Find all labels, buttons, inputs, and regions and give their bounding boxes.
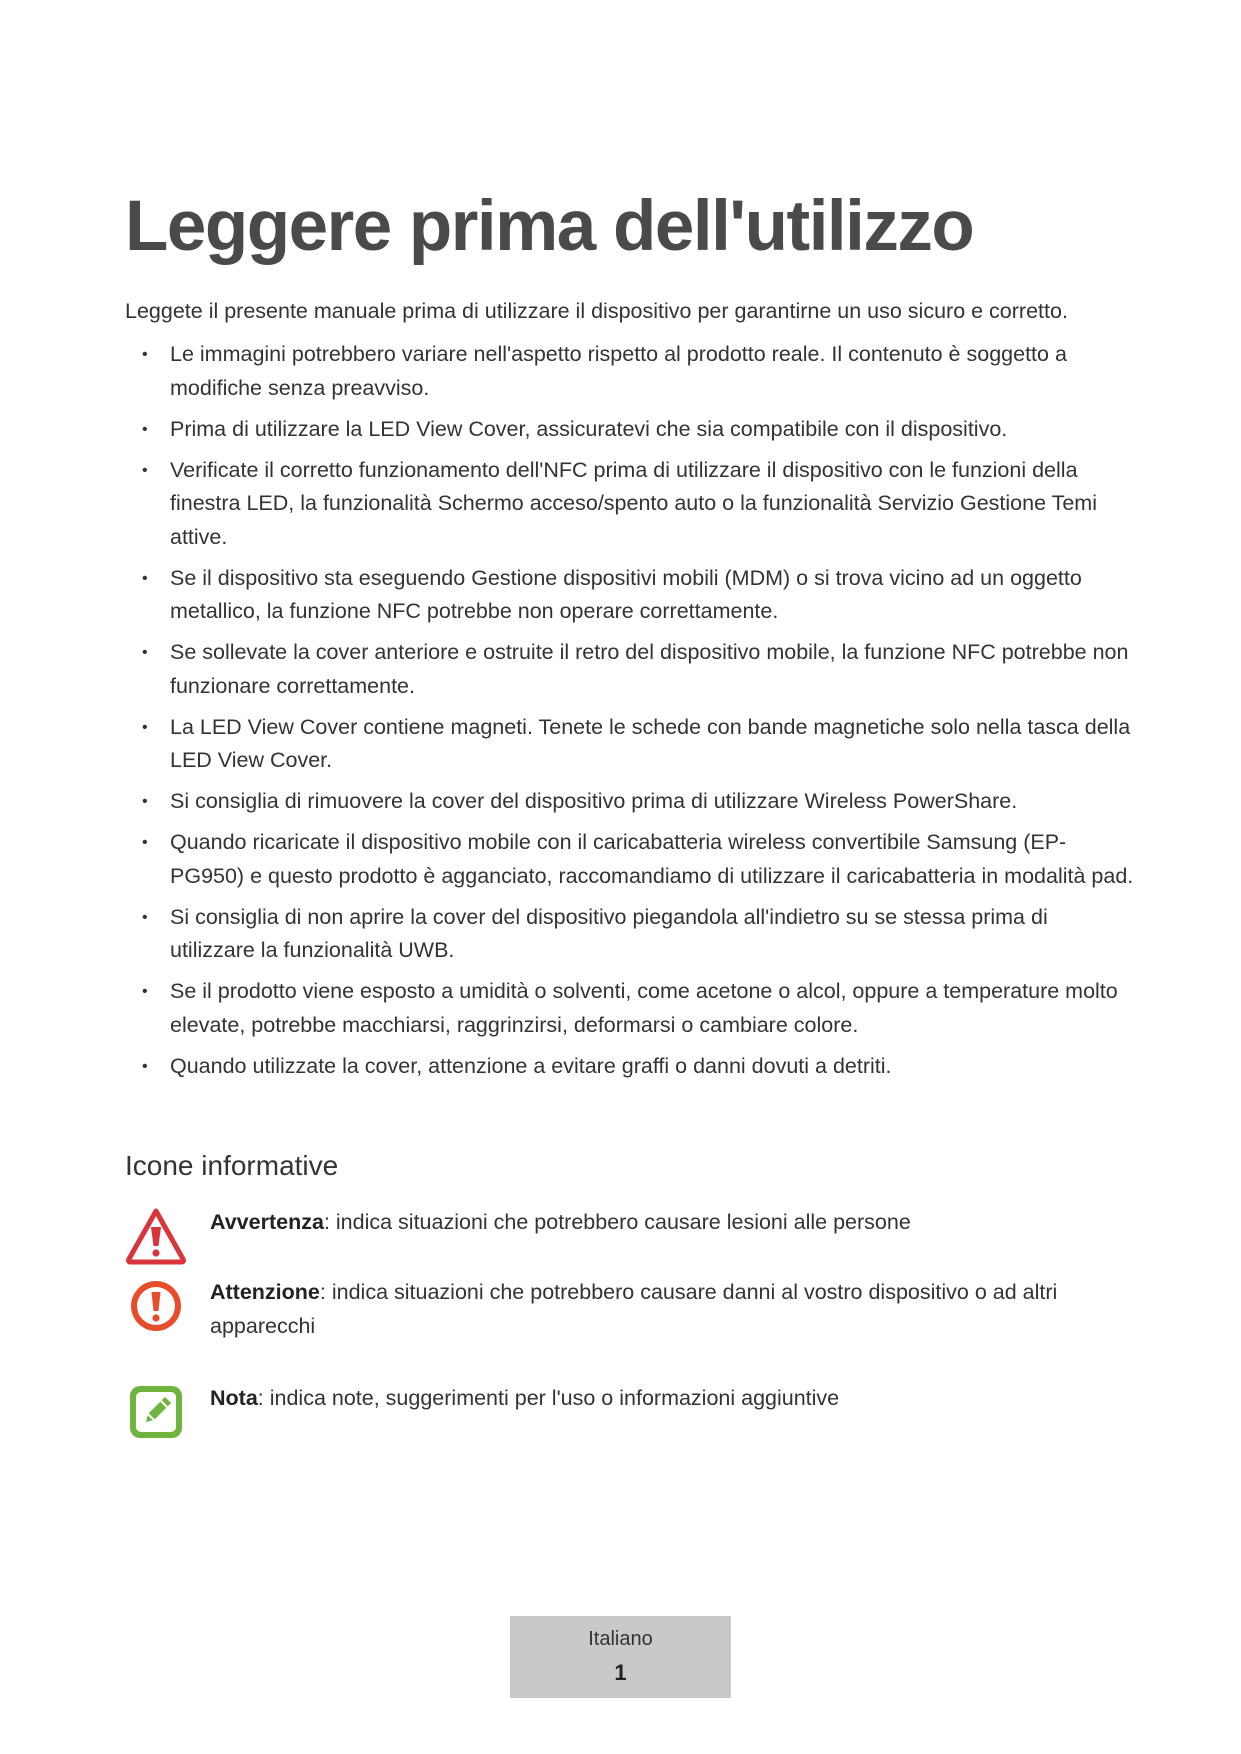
bullet-marker: • (142, 420, 148, 438)
bullet-marker: • (142, 644, 148, 661)
list-item-text: Se il dispositivo sta eseguendo Gestione dispositivi mobili (MDM) o si trova vicino ad un oggetto metallico, la funzione NFC potrebbe non operare correttamente. (170, 565, 1082, 623)
bullet-marker: • (142, 983, 148, 1000)
list-item-text: Prima di utilizzare la LED View Cover, assicuratevi che sia compatibile con il dispositivo. (170, 416, 1008, 441)
list-item (125, 826, 1135, 893)
list-item-text: Se il prodotto viene esposto a umidità o solventi, come acetone o alcol, oppure a temperature molto elevate, potrebbe macchiarsi, raggrinzirsi, deformarsi o cambiare colore. (170, 979, 1118, 1037)
info-label-caution: Attenzione (210, 1280, 320, 1304)
list-item-text: Le immagini potrebbero variare nell'aspetto rispetto al prodotto reale. Il contenuto è soggetto a modifiche senza preavviso. (170, 342, 1067, 400)
page-title: Leggere prima dell'utilizzo (125, 187, 974, 266)
warning-triangle-icon (125, 1205, 187, 1267)
list-item (125, 454, 1135, 555)
caution-circle-icon (125, 1275, 187, 1337)
list-item-text: Verificate il corretto funzionamento dell'NFC prima di utilizzare il dispositivo con le funzioni della finestra LED, la funzionalità Schermo acceso/spento auto o la funzionalità Servizio Gestione Temi attive. (170, 457, 1097, 549)
list-item (125, 901, 1135, 968)
bullet-marker: • (142, 908, 148, 926)
bullet-marker: • (142, 718, 148, 736)
list-item-text: La LED View Cover contiene magneti. Tenete le schede con bande magnetiche solo nella tasca della LED View Cover. (170, 714, 1131, 772)
note-pencil-icon (125, 1381, 187, 1443)
bullet-marker: • (142, 461, 148, 479)
info-separator: : (323, 1210, 330, 1234)
info-separator: : (319, 1280, 326, 1304)
footer-language: Italiano (588, 1628, 653, 1650)
info-text-note (210, 1381, 1135, 1415)
list-item-text: Quando utilizzate la cover, attenzione a evitare graffi o danni dovuti a detriti. (170, 1053, 892, 1078)
info-description: indica situazioni che potrebbero causare lesioni alle persone (329, 1210, 911, 1234)
info-separator: : (257, 1386, 264, 1410)
list-item-text: Quando ricaricate il dispositivo mobile con il caricabatteria wireless convertibile Samsung (EP-PG950) e questo prodotto è agganciato, raccomandiamo di utilizzare il caricabatteria in modalità pad. (170, 830, 1134, 888)
info-description: indica situazioni che potrebbero causare danni al vostro dispositivo o ad altri apparecchi (210, 1280, 1058, 1338)
bullet-marker: • (142, 346, 148, 363)
list-item (125, 562, 1135, 629)
page-footer (510, 1616, 731, 1698)
bullet-marker: • (142, 1057, 148, 1075)
info-text-caution (210, 1275, 1135, 1343)
info-text-warning (210, 1205, 1135, 1239)
list-item (125, 975, 1135, 1042)
list-item (125, 338, 1135, 405)
list-item (125, 785, 1135, 819)
list-item-text: Si consiglia di rimuovere la cover del dispositivo prima di utilizzare Wireless PowerShare. (170, 789, 1018, 813)
precautions-list (125, 338, 1135, 1091)
info-description: indica note, suggerimenti per l'uso o informazioni aggiuntive (263, 1386, 840, 1410)
info-label-note: Nota (210, 1386, 258, 1410)
list-item (125, 1050, 1135, 1084)
list-item-text: Se sollevate la cover anteriore e ostruite il retro del dispositivo mobile, la funzione NFC potrebbe non funzionare correttamente. (170, 640, 1129, 698)
intro-paragraph: Leggete il presente manuale prima di utilizzare il dispositivo per garantirne un uso sicuro e corretto. (125, 299, 1068, 323)
list-item (125, 711, 1135, 778)
bullet-marker: • (142, 793, 148, 810)
bullet-marker: • (142, 834, 148, 851)
footer-page-number: 1 (614, 1660, 627, 1685)
section-title-info-icons: Icone informative (125, 1150, 339, 1181)
list-item (125, 413, 1135, 447)
bullet-marker: • (142, 569, 148, 587)
list-item (125, 636, 1135, 703)
info-label-warning: Avvertenza (210, 1210, 324, 1234)
list-item-text: Si consiglia di non aprire la cover del dispositivo piegandola all'indietro su se stessa prima di utilizzare la funzionalità UWB. (170, 904, 1048, 962)
